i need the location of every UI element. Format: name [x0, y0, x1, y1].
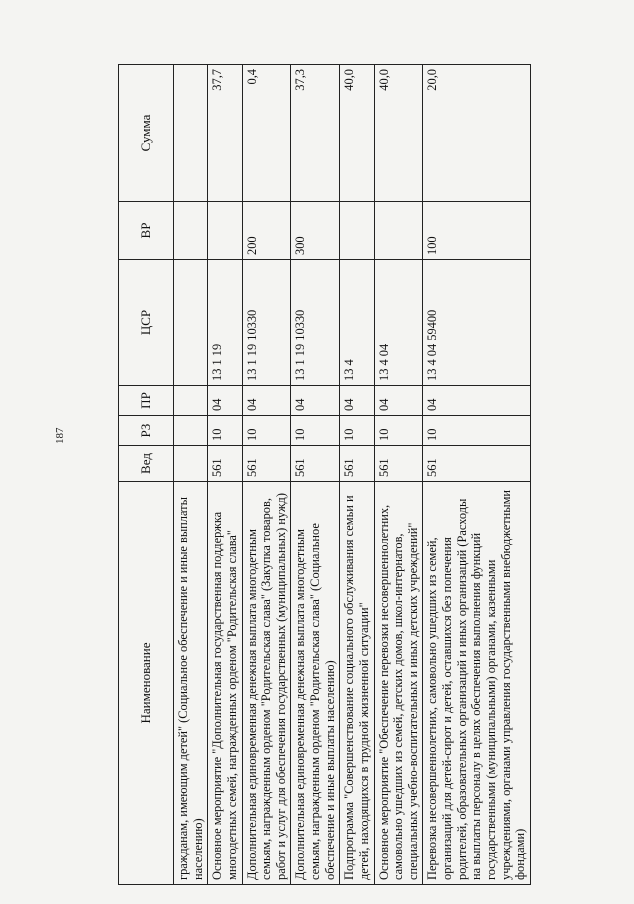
cell-sum: 37,7	[208, 65, 242, 202]
cell-pr: 04	[291, 386, 340, 416]
cell-name: Основное мероприятие "Обеспечение перевозки несовершеннолетних, самовольно ушедших из семей, детских домов, школ-интернатов, специальных учебно-воспитательных и иных детских учреждений"	[374, 482, 423, 885]
cell-rz: 10	[423, 416, 530, 446]
cell-vr	[174, 202, 208, 260]
header-ved: Вед	[119, 446, 174, 482]
cell-rz: 10	[208, 416, 242, 446]
cell-sum: 40,0	[374, 65, 423, 202]
cell-rz: 10	[291, 416, 340, 446]
cell-csr: 13 1 19 10330	[242, 260, 291, 386]
table-row	[340, 65, 374, 885]
cell-pr: 04	[374, 386, 423, 416]
header-csr: ЦСР	[119, 260, 174, 386]
header-rz: РЗ	[119, 416, 174, 446]
page-number: 187	[54, 427, 66, 444]
cell-csr: 13 4 04	[374, 260, 423, 386]
rotated-table-container	[118, 65, 608, 885]
cell-ved: 561	[208, 446, 242, 482]
table-row	[174, 65, 208, 885]
cell-vr	[340, 202, 374, 260]
cell-rz	[174, 416, 208, 446]
table-header-row	[119, 65, 174, 885]
cell-name: Основное мероприятие "Дополнительная государственная поддержка многодетных семей, награжденных орденом "Родительская слава"	[208, 482, 242, 885]
cell-csr: 13 4	[340, 260, 374, 386]
budget-table	[118, 64, 531, 885]
cell-name: Дополнительная единовременная денежная выплата многодетным семьям, награжденным орденом "Родительская слава" (Закупка товаров, работ и услуг для обеспечения государственных (муниципальных) нужд)	[242, 482, 291, 885]
cell-csr: 13 1 19	[208, 260, 242, 386]
cell-pr: 04	[242, 386, 291, 416]
cell-name: Подпрограмма "Совершенствование социального обслуживания семьи и детей, находящихся в трудной жизненной ситуации"	[340, 482, 374, 885]
cell-vr	[374, 202, 423, 260]
cell-vr: 300	[291, 202, 340, 260]
cell-pr: 04	[340, 386, 374, 416]
cell-pr	[174, 386, 208, 416]
cell-pr: 04	[423, 386, 530, 416]
cell-csr	[174, 260, 208, 386]
cell-ved: 561	[423, 446, 530, 482]
header-sum: Сумма	[119, 65, 174, 202]
cell-csr: 13 1 19 10330	[291, 260, 340, 386]
table-row	[242, 65, 291, 885]
header-vr: ВР	[119, 202, 174, 260]
cell-sum: 37,3	[291, 65, 340, 202]
cell-ved: 561	[291, 446, 340, 482]
cell-vr	[208, 202, 242, 260]
header-pr: ПР	[119, 386, 174, 416]
cell-name: Перевозка несовершеннолетних, самовольно ушедших из семей, организаций для детей-сирот и детей, оставшихся без попечения родителей, образовательных организаций и иных организаций (Расходы на выплаты персоналу в целях обеспечения выполнения функций государственными (муниципальными) органами, казенными учреждениями, органами управления государственными внебюджетными фондами)	[423, 482, 530, 885]
header-name: Наименование	[119, 482, 174, 885]
cell-name: гражданам, имеющим детей" (Социальное обеспечение и иные выплаты населению)	[174, 482, 208, 885]
cell-name: Дополнительная единовременная денежная выплата многодетным семьям, награжденным орденом "Родительская слава" (Социальное обеспечение и иные выплаты населению)	[291, 482, 340, 885]
table-row	[423, 65, 530, 885]
cell-rz: 10	[242, 416, 291, 446]
cell-ved	[174, 446, 208, 482]
cell-csr: 13 4 04 59400	[423, 260, 530, 386]
cell-pr: 04	[208, 386, 242, 416]
cell-sum: 40,0	[340, 65, 374, 202]
cell-ved: 561	[374, 446, 423, 482]
cell-sum	[174, 65, 208, 202]
cell-sum: 0,4	[242, 65, 291, 202]
cell-vr: 200	[242, 202, 291, 260]
table-row	[208, 65, 242, 885]
table-row	[291, 65, 340, 885]
table-row	[374, 65, 423, 885]
cell-ved: 561	[340, 446, 374, 482]
cell-sum: 20,0	[423, 65, 530, 202]
cell-rz: 10	[340, 416, 374, 446]
cell-rz: 10	[374, 416, 423, 446]
cell-ved: 561	[242, 446, 291, 482]
cell-vr: 100	[423, 202, 530, 260]
